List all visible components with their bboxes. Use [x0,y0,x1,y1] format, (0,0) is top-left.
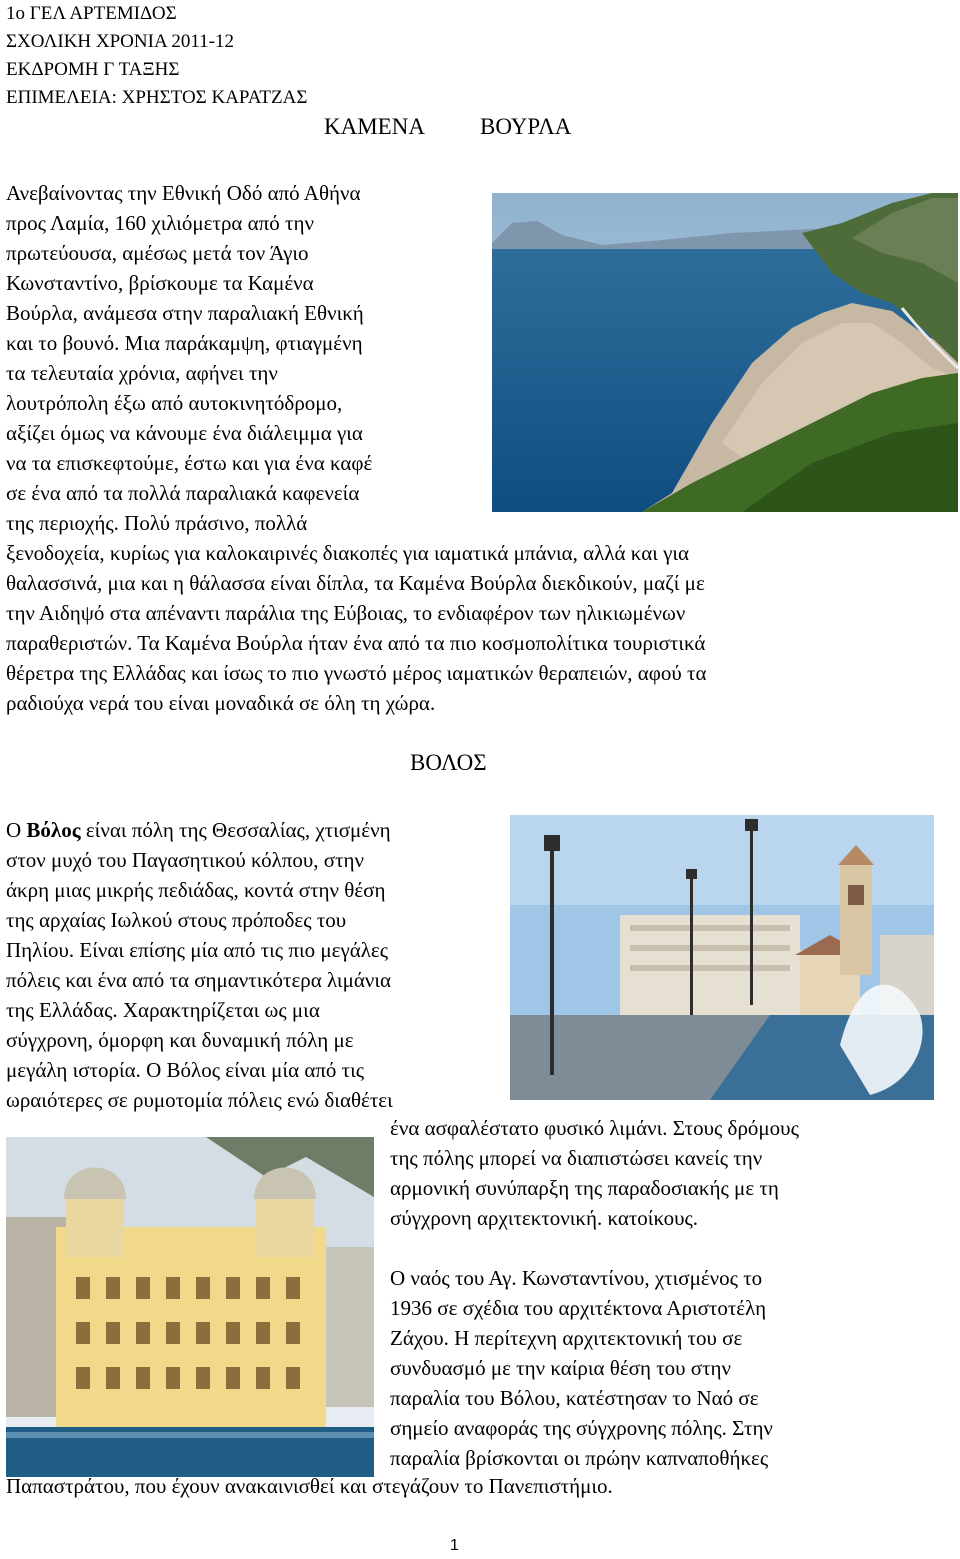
volos-paragraph-line: της αρχαίας Ιωλκού στους πρόποδες του [6,908,347,932]
header-school: 1ο ΓΕΛ ΑΡΤΕΜΙΔΟΣ [6,3,177,24]
church-paragraph-line: 1936 σε σχέδια του αρχιτέκτονα Αριστοτέλη [390,1296,767,1320]
kamena-vourla-paragraph-line: τα τελευταία χρόνια, αφήνει την [6,361,278,385]
photo-volos-seafront [510,815,934,1100]
church-paragraph-line: παραλία βρίσκονται οι πρώην καπναποθήκες [390,1446,769,1470]
church-paragraph-line: παραλία του Βόλου, κατέστησαν το Ναό σε [390,1386,759,1410]
kamena-vourla-paragraph-line: την Αιδηψό στα απέναντι παράλια της Εύβοιας, το ενδιαφέρον των ηλικιωμένων [6,601,686,625]
section-title-vourla: ΒΟΥΡΛΑ [480,114,572,139]
volos-harbor-line: αρμονική συνύπαρξη της παραδοσιακής με τη [390,1176,779,1200]
volos-paragraph-line: ωραιότερες σε ρυμοτομία πόλεις ενώ διαθέτει [6,1088,393,1112]
kamena-vourla-paragraph-line: σε ένα από τα πολλά παραλιακά καφενεία [6,481,360,505]
church-paragraph-line: συνδυασμό με την καίρια θέση του στην [390,1356,732,1380]
kamena-vourla-paragraph-line: και το βουνό. Μια παράκαμψη, φτιαγμένη [6,331,363,355]
section-title-kamena: ΚΑΜΕΝΑ [324,114,425,139]
volos-harbor-line: σύγχρονη αρχιτεκτονική. κατοίκους. [390,1206,699,1230]
volos-paragraph-line: μεγάλη ιστορία. Ο Βόλος είναι μία από τις [6,1058,365,1082]
kamena-vourla-paragraph-line: Ανεβαίνοντας την Εθνική Οδό από Αθήνα [6,181,361,205]
kamena-vourla-paragraph-line: θαλασσινά, μια και η θάλασσα είναι δίπλα, τα Καμένα Βούρλα διεκδικούν, μαζί με [6,571,705,595]
volos-paragraph-line: στον μυχό του Παγασητικού κόλπου, στην [6,848,365,872]
kamena-vourla-paragraph-line: πρωτεύουσα, αμέσως μετά τον Άγιο [6,241,309,265]
header-year: ΣΧΟΛΙΚΗ ΧΡΟΝΙΑ 2011-12 [6,31,234,52]
kamena-vourla-paragraph-line: θέρετρα της Ελλάδας και ίσως το πιο γνωστό μέρος ιαματικών θεραπειών, αφού τα [6,661,707,685]
volos-paragraph-line: άκρη μιας μικρής πεδιάδας, κοντά στην θέση [6,878,386,902]
church-paragraph-line: Ο ναός του Αγ. Κωνσταντίνου, χτισμένος το [390,1266,763,1290]
kamena-vourla-paragraph-line: λουτρόπολη έξω από αυτοκινητόδρομο, [6,391,343,415]
page-number: 1 [450,1537,459,1554]
church-paragraph-line: Ζάχου. Η περίτεχνη αρχιτεκτονική του σε [390,1326,743,1350]
photo-volos-university [6,1137,374,1477]
kamena-vourla-paragraph-line: Βούρλα, ανάμεσα στην παραλιακή Εθνική [6,301,364,325]
volos-paragraph-line: πόλεις και ένα από τα σημαντικότερα λιμάνια [6,968,391,992]
volos-paragraph-line: της Ελλάδας. Χαρακτηρίζεται ως μια [6,998,320,1022]
section-title-volos: ΒΟΛΟΣ [410,750,487,775]
volos-name-bold: Βόλος [26,818,81,842]
kamena-vourla-paragraph-line: της περιοχής. Πολύ πράσινο, πολλά [6,511,308,535]
church-paragraph-line: σημείο αναφοράς της σύγχρονης πόλης. Στην [390,1416,773,1440]
volos-paragraph-line: σύγχρονη, όμορφη και δυναμική πόλη με [6,1028,354,1052]
kamena-vourla-paragraph-line: παραθεριστών. Τα Καμένα Βούρλα ήταν ένα από τα πιο κοσμοπολίτικα τουριστικά [6,631,706,655]
kamena-vourla-paragraph-line: ξενοδοχεία, κυρίως για καλοκαιρινές διακοπές για ιαματικά μπάνια, αλλά και για [6,541,690,565]
volos-harbor-line: ένα ασφαλέστατο φυσικό λιμάνι. Στους δρόμους [390,1116,799,1140]
photo-kamena-vourla [492,193,958,512]
volos-intro-first-line: Ο Βόλος είναι πόλη της Θεσσαλίας, χτισμένη [6,818,391,842]
volos-harbor-line: της πόλης μπορεί να διαπιστώσει κανείς την [390,1146,763,1170]
header-trip: ΕΚΔΡΟΜΗ Γ ΤΑΞΗΣ [6,59,180,80]
header-editor: ΕΠΙΜΕΛΕΙΑ: ΧΡΗΣΤΟΣ ΚΑΡΑΤΖΑΣ [6,87,308,108]
kamena-vourla-paragraph-line: αξίζει όμως να κάνουμε ένα διάλειμμα για [6,421,363,445]
kamena-vourla-paragraph-line: προς Λαμία, 160 χιλιόμετρα από την [6,211,314,235]
kamena-vourla-paragraph-line: να τα επισκεφτούμε, έστω και για ένα καφέ [6,451,373,475]
kamena-vourla-paragraph-line: Κωνσταντίνο, βρίσκουμε τα Καμένα [6,271,314,295]
volos-paragraph-line: Πηλίου. Είναι επίσης μία από τις πιο μεγάλες [6,938,389,962]
university-line: Παπαστράτου, που έχουν ανακαινισθεί και στεγάζουν το Πανεπιστήμιο. [6,1474,613,1498]
kamena-vourla-paragraph-line: ραδιούχα νερά του είναι μοναδικά σε όλη τη χώρα. [6,691,436,715]
